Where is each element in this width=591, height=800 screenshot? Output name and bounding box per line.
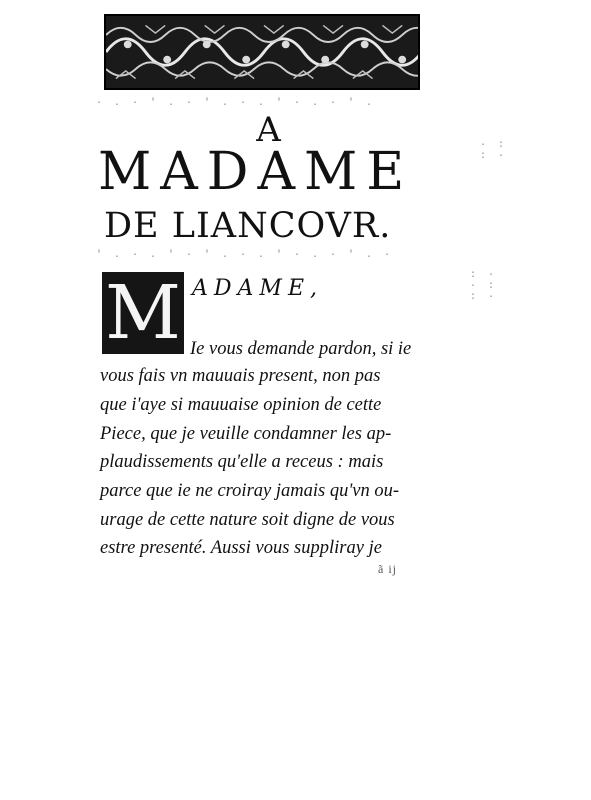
body-line-4: Piece, que je veuille condamner les ap- <box>100 424 392 444</box>
body-line-6: parce que ie ne croiray jamais qu'vn ou- <box>100 481 400 501</box>
body-line-3: que i'aye si mauuaise opinion de cette <box>100 395 382 415</box>
title-line-madame: MADAME <box>98 142 414 202</box>
signature-mark: ã ij <box>378 562 397 576</box>
salutation: ADAME, <box>192 276 323 301</box>
margin-specks: · : : · <box>480 140 508 162</box>
body-line-8: estre presenté. Aussi vous suppliray je <box>100 538 382 558</box>
title-line-de-liancour: DE LIANCOVR. <box>104 206 392 246</box>
body-line-1: Ie vous demande pardon, si ie <box>190 339 412 359</box>
body-line-2: vous fais vn mauuais present, non pas <box>100 366 381 386</box>
bleed-through-specks: · . · ' . · ' . · . ' · . · ' . <box>96 98 376 109</box>
bleed-through-specks: ' . · . ' · ' . · . ' · . · ' . · <box>96 250 394 261</box>
title-line-a: A <box>256 110 283 150</box>
margin-specks: : · · : : · <box>470 270 498 303</box>
body-line-5: plaudissements qu'elle a receus : mais <box>100 452 384 472</box>
headpiece-floral-pattern <box>106 16 418 88</box>
woodcut-headpiece-ornament <box>104 14 420 90</box>
decorated-initial-m: M <box>102 272 184 354</box>
body-line-7: urage de cette nature soit digne de vous <box>100 510 395 530</box>
